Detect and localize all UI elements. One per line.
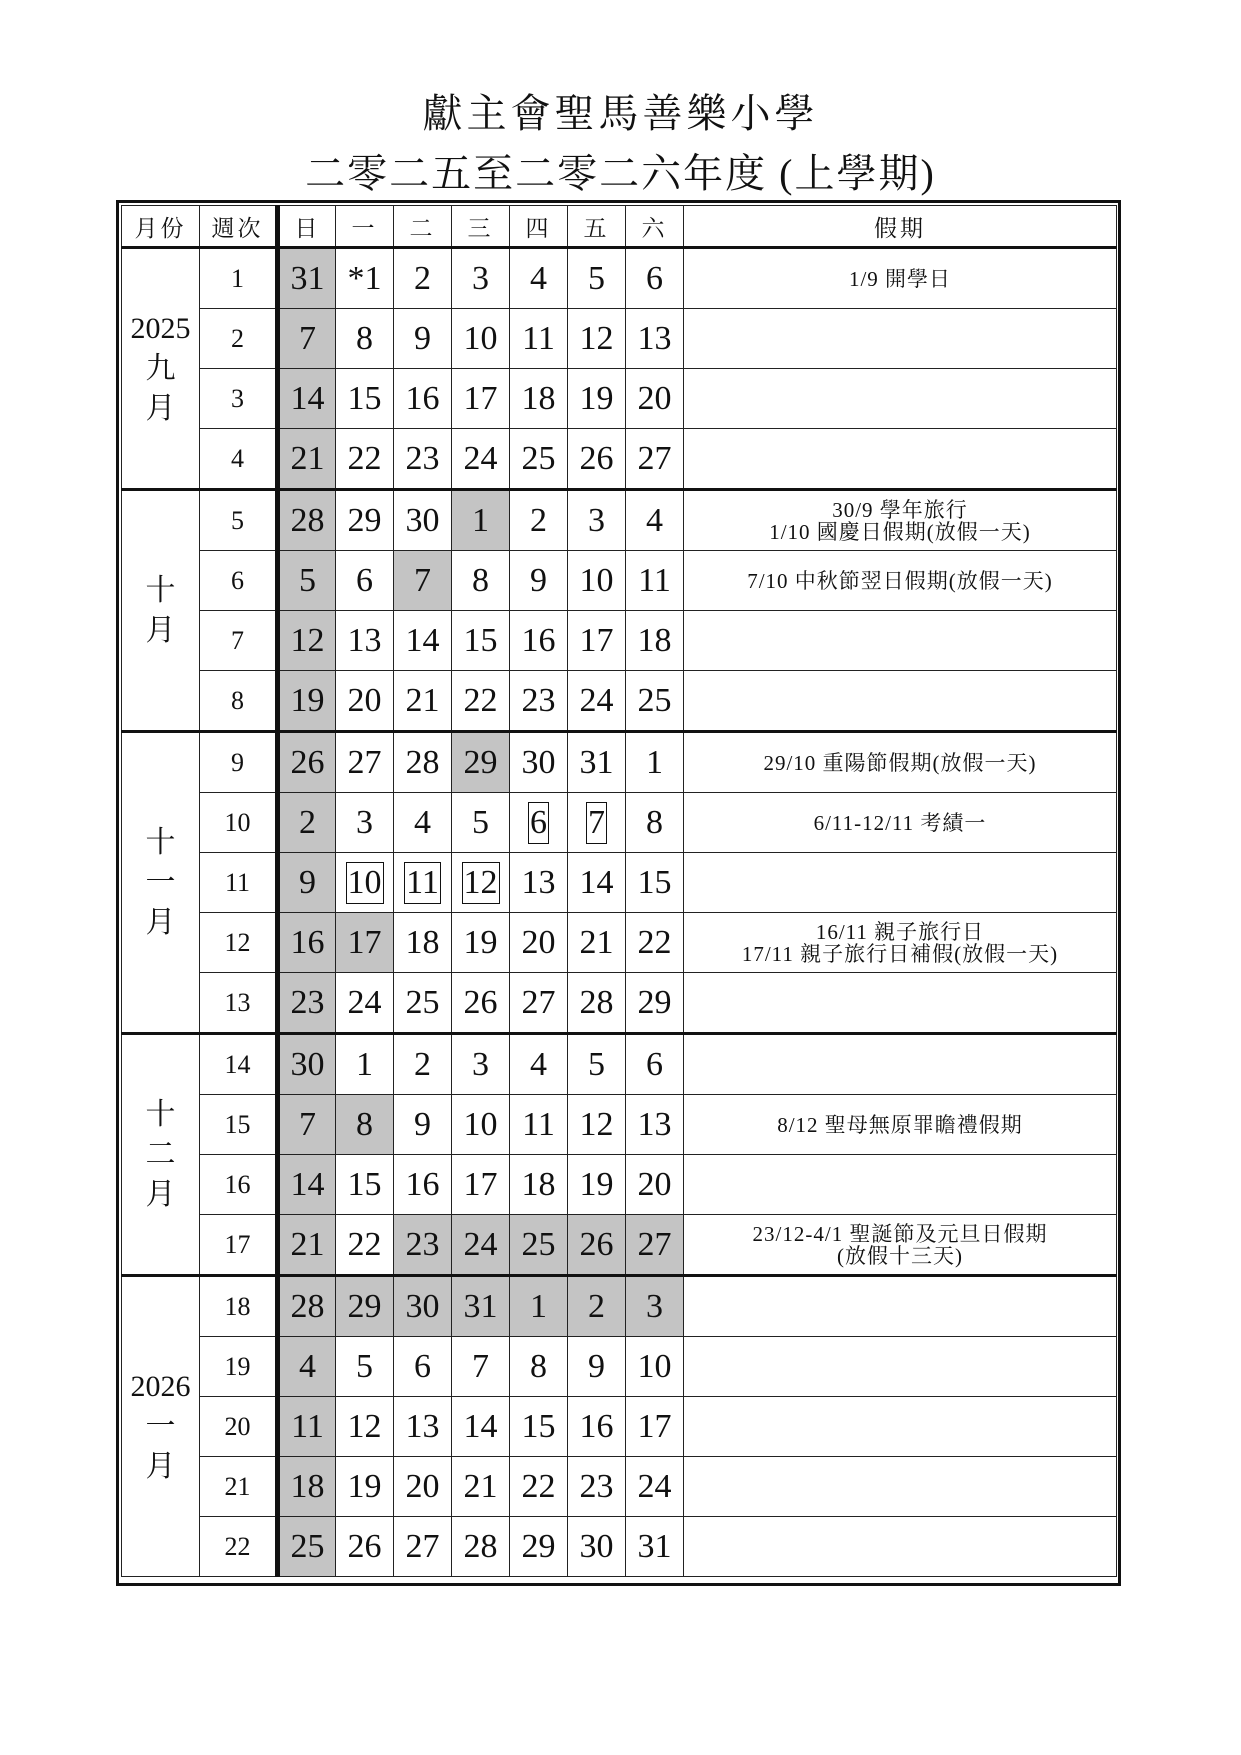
- exam-day-marker: 11: [404, 862, 441, 904]
- day-cell: 4: [510, 248, 568, 309]
- day-cell: 11: [510, 1095, 568, 1155]
- day-cell: 28: [278, 1276, 336, 1337]
- day-cell: 26: [336, 1517, 394, 1577]
- day-cell: 16: [568, 1397, 626, 1457]
- header-holiday: 假期: [684, 206, 1117, 248]
- day-cell: 6: [626, 1034, 684, 1095]
- holiday-note: [684, 1034, 1117, 1095]
- day-cell: 2: [394, 1034, 452, 1095]
- day-cell: 6: [336, 551, 394, 611]
- day-cell: 10: [452, 1095, 510, 1155]
- header-day-thu: 四: [510, 206, 568, 248]
- week-number: 18: [200, 1276, 278, 1337]
- holiday-note: [684, 973, 1117, 1034]
- day-cell: 27: [510, 973, 568, 1034]
- day-cell: 29: [626, 973, 684, 1034]
- holiday-note: [684, 248, 1117, 309]
- day-cell: 28: [452, 1517, 510, 1577]
- day-cell: 26: [568, 429, 626, 490]
- day-cell: 16: [278, 913, 336, 973]
- day-cell: 12: [336, 1397, 394, 1457]
- holiday-note-line: 6/11-12/11 考績一: [813, 810, 987, 835]
- day-cell: 13: [336, 611, 394, 671]
- day-cell: 1: [510, 1276, 568, 1337]
- week-row: [122, 1517, 1117, 1577]
- month-label-line: 月: [145, 613, 176, 647]
- holiday-note-line: 16/11 親子旅行日: [815, 919, 985, 944]
- day-cell: 27: [626, 1215, 684, 1276]
- day-cell: 3: [452, 1034, 510, 1095]
- day-cell: 20: [626, 369, 684, 429]
- day-cell: 5: [452, 793, 510, 853]
- month-label-line: 月: [145, 905, 176, 939]
- day-cell: 1: [452, 490, 510, 551]
- day-cell: 25: [626, 671, 684, 732]
- day-cell: 10: [626, 1337, 684, 1397]
- day-cell: 30: [568, 1517, 626, 1577]
- day-cell: 14: [278, 369, 336, 429]
- week-number: 3: [200, 369, 278, 429]
- day-cell: 20: [394, 1457, 452, 1517]
- day-cell: 23: [510, 671, 568, 732]
- header-month: 月份: [122, 206, 200, 248]
- month-label: [122, 248, 200, 490]
- day-cell: 1: [626, 732, 684, 793]
- week-row: [122, 732, 1117, 793]
- day-cell: 17: [452, 369, 510, 429]
- holiday-note: [684, 853, 1117, 913]
- header-day-wed: 三: [452, 206, 510, 248]
- month-label-line: 二: [145, 1137, 176, 1171]
- day-cell: 20: [336, 671, 394, 732]
- day-cell: 31: [568, 732, 626, 793]
- week-number: 16: [200, 1155, 278, 1215]
- month-label-line: 月: [145, 1449, 176, 1483]
- week-row: [122, 490, 1117, 551]
- day-cell: 30: [394, 490, 452, 551]
- month-label-line: 一: [145, 865, 176, 899]
- month-label: [122, 732, 200, 1034]
- day-cell: 24: [568, 671, 626, 732]
- header-day-sat: 六: [626, 206, 684, 248]
- day-cell: 30: [510, 732, 568, 793]
- day-cell: 5: [568, 1034, 626, 1095]
- day-cell: 8: [336, 1095, 394, 1155]
- day-cell: 15: [336, 1155, 394, 1215]
- week-row: [122, 1337, 1117, 1397]
- month-label-line: 月: [145, 1177, 176, 1211]
- day-cell: 18: [394, 913, 452, 973]
- week-number: 7: [200, 611, 278, 671]
- day-cell: 18: [626, 611, 684, 671]
- day-cell: 29: [510, 1517, 568, 1577]
- month-label: [122, 1034, 200, 1276]
- day-cell: 25: [278, 1517, 336, 1577]
- day-cell: 23: [568, 1457, 626, 1517]
- day-cell: 19: [568, 1155, 626, 1215]
- month-label-line: 十: [145, 825, 176, 859]
- month-label: [122, 490, 200, 732]
- day-cell: 13: [626, 1095, 684, 1155]
- week-row: [122, 369, 1117, 429]
- day-cell: 2: [278, 793, 336, 853]
- day-cell: 2: [510, 490, 568, 551]
- holiday-note-line: 23/12-4/1 聖誕節及元旦日假期: [752, 1221, 1048, 1246]
- day-cell: 26: [452, 973, 510, 1034]
- month-label-line: 十: [145, 1097, 176, 1131]
- school-name: 獻主會聖馬善樂小學: [422, 91, 819, 136]
- day-cell: 8: [452, 551, 510, 611]
- day-cell: 13: [394, 1397, 452, 1457]
- day-cell: 19: [568, 369, 626, 429]
- week-row: [122, 853, 1117, 913]
- holiday-note: [684, 1457, 1117, 1517]
- holiday-note: [684, 1276, 1117, 1337]
- week-row: [122, 913, 1117, 973]
- day-cell: 22: [510, 1457, 568, 1517]
- day-cell: 8: [626, 793, 684, 853]
- day-cell: 23: [278, 973, 336, 1034]
- day-cell: 23: [394, 1215, 452, 1276]
- day-cell: 16: [394, 1155, 452, 1215]
- day-cell: 17: [626, 1397, 684, 1457]
- week-number: 10: [200, 793, 278, 853]
- day-cell: 18: [510, 369, 568, 429]
- day-cell: [510, 793, 568, 853]
- month-label-line: 九: [145, 351, 176, 385]
- day-cell: [452, 853, 510, 913]
- day-cell: 30: [278, 1034, 336, 1095]
- week-row: [122, 671, 1117, 732]
- day-cell: 31: [626, 1517, 684, 1577]
- holiday-note: [684, 429, 1117, 490]
- day-cell: 2: [394, 248, 452, 309]
- holiday-note: [684, 1155, 1117, 1215]
- day-cell: 17: [452, 1155, 510, 1215]
- school-calendar-table: [121, 205, 1117, 1577]
- week-number: 14: [200, 1034, 278, 1095]
- day-cell: 7: [278, 1095, 336, 1155]
- week-number: 15: [200, 1095, 278, 1155]
- week-row: [122, 248, 1117, 309]
- week-number: 1: [200, 248, 278, 309]
- day-cell: 14: [568, 853, 626, 913]
- day-cell: 13: [626, 309, 684, 369]
- day-cell: 6: [394, 1337, 452, 1397]
- day-cell: 27: [626, 429, 684, 490]
- day-cell: 26: [278, 732, 336, 793]
- day-cell: 7: [452, 1337, 510, 1397]
- week-row: [122, 309, 1117, 369]
- day-cell: 25: [394, 973, 452, 1034]
- holiday-note: [684, 369, 1117, 429]
- exam-day-marker: 6: [528, 802, 549, 844]
- day-cell: 22: [626, 913, 684, 973]
- day-cell: 3: [568, 490, 626, 551]
- exam-day-marker: 7: [586, 802, 607, 844]
- day-cell: 22: [336, 1215, 394, 1276]
- day-cell: 4: [394, 793, 452, 853]
- day-cell: 12: [278, 611, 336, 671]
- day-cell: 5: [336, 1337, 394, 1397]
- day-cell: 20: [510, 913, 568, 973]
- calendar-title: 二零二五至二零二六年度 (上學期): [305, 151, 936, 196]
- day-cell: 4: [510, 1034, 568, 1095]
- day-cell: 11: [278, 1397, 336, 1457]
- holiday-note: [684, 671, 1117, 732]
- day-cell: 29: [336, 490, 394, 551]
- week-number: 13: [200, 973, 278, 1034]
- day-cell: 9: [278, 853, 336, 913]
- day-cell: 14: [394, 611, 452, 671]
- day-cell: 24: [452, 1215, 510, 1276]
- day-cell: 17: [336, 913, 394, 973]
- week-row: [122, 1215, 1117, 1276]
- week-number: 2: [200, 309, 278, 369]
- month-label-line: 2025: [130, 311, 191, 345]
- week-row: [122, 429, 1117, 490]
- day-cell: 22: [336, 429, 394, 490]
- week-row: [122, 1457, 1117, 1517]
- day-cell: 3: [452, 248, 510, 309]
- holiday-note-line: 7/10 中秋節翌日假期(放假一天): [747, 568, 1053, 593]
- week-number: 12: [200, 913, 278, 973]
- day-cell: 16: [510, 611, 568, 671]
- holiday-note: [684, 611, 1117, 671]
- week-number: 22: [200, 1517, 278, 1577]
- day-cell: 10: [452, 309, 510, 369]
- day-cell: 9: [394, 309, 452, 369]
- holiday-note: [684, 1337, 1117, 1397]
- day-cell: 28: [278, 490, 336, 551]
- day-cell: 12: [568, 309, 626, 369]
- month-label-line: 一: [145, 1409, 176, 1443]
- holiday-note: [684, 1397, 1117, 1457]
- day-cell: 4: [626, 490, 684, 551]
- month-label-line: 2026: [130, 1369, 191, 1403]
- week-number: 8: [200, 671, 278, 732]
- day-cell: 1: [336, 1034, 394, 1095]
- day-cell: 15: [626, 853, 684, 913]
- day-cell: 21: [568, 913, 626, 973]
- week-number: 4: [200, 429, 278, 490]
- day-cell: 16: [394, 369, 452, 429]
- month-label-line: 月: [145, 391, 176, 425]
- week-row: [122, 1095, 1117, 1155]
- day-cell: 18: [278, 1457, 336, 1517]
- holiday-note: [684, 793, 1117, 853]
- week-row: [122, 1276, 1117, 1337]
- day-cell: 22: [452, 671, 510, 732]
- day-cell: 11: [626, 551, 684, 611]
- header-day-tue: 二: [394, 206, 452, 248]
- holiday-note: [684, 1517, 1117, 1577]
- day-cell: 30: [394, 1276, 452, 1337]
- day-cell: 9: [394, 1095, 452, 1155]
- exam-day-marker: 12: [462, 862, 500, 904]
- day-cell: 14: [278, 1155, 336, 1215]
- calendar-body: [122, 248, 1117, 1577]
- week-number: 19: [200, 1337, 278, 1397]
- week-number: 20: [200, 1397, 278, 1457]
- day-cell: 15: [452, 611, 510, 671]
- day-cell: 27: [394, 1517, 452, 1577]
- header-day-mon: 一: [336, 206, 394, 248]
- day-cell: 28: [394, 732, 452, 793]
- month-label: [122, 1276, 200, 1577]
- day-cell: 24: [336, 973, 394, 1034]
- day-cell: 20: [626, 1155, 684, 1215]
- holiday-note-line: 1/9 開學日: [848, 266, 952, 291]
- week-row: [122, 1397, 1117, 1457]
- holiday-note: [684, 309, 1117, 369]
- exam-day-marker: 10: [346, 862, 384, 904]
- day-cell: 19: [452, 913, 510, 973]
- holiday-note-line: 30/9 學年旅行: [832, 497, 968, 522]
- day-cell: [336, 853, 394, 913]
- week-number: 5: [200, 490, 278, 551]
- holiday-note-line: 1/10 國慶日假期(放假一天): [769, 519, 1031, 544]
- week-row: [122, 1034, 1117, 1095]
- holiday-note: [684, 490, 1117, 551]
- day-cell: 9: [510, 551, 568, 611]
- holiday-note: [684, 1095, 1117, 1155]
- day-cell: 15: [510, 1397, 568, 1457]
- day-cell: 23: [394, 429, 452, 490]
- day-cell: [394, 853, 452, 913]
- day-cell: 7: [278, 309, 336, 369]
- day-cell: 13: [510, 853, 568, 913]
- day-cell: 29: [336, 1276, 394, 1337]
- day-cell: 4: [278, 1337, 336, 1397]
- day-cell: 15: [336, 369, 394, 429]
- day-cell: 24: [452, 429, 510, 490]
- header-row: [122, 206, 1117, 248]
- week-row: [122, 793, 1117, 853]
- holiday-note-line: 8/12 聖母無原罪瞻禮假期: [777, 1112, 1023, 1137]
- day-cell: 3: [336, 793, 394, 853]
- day-cell: 3: [626, 1276, 684, 1337]
- day-cell: 31: [452, 1276, 510, 1337]
- holiday-note-line: 17/11 親子旅行日補假(放假一天): [741, 941, 1059, 966]
- week-row: [122, 551, 1117, 611]
- day-cell: [568, 793, 626, 853]
- holiday-note-line: (放假十三天): [837, 1243, 963, 1268]
- day-cell: 17: [568, 611, 626, 671]
- holiday-note: [684, 913, 1117, 973]
- day-cell: 5: [568, 248, 626, 309]
- day-cell: 21: [278, 1215, 336, 1276]
- day-cell: 9: [568, 1337, 626, 1397]
- day-cell: 25: [510, 429, 568, 490]
- day-cell: 27: [336, 732, 394, 793]
- day-cell: 12: [568, 1095, 626, 1155]
- day-cell: 19: [336, 1457, 394, 1517]
- day-cell: 8: [510, 1337, 568, 1397]
- holiday-note: [684, 732, 1117, 793]
- holiday-note-line: 29/10 重陽節假期(放假一天): [763, 750, 1037, 775]
- day-cell: 29: [452, 732, 510, 793]
- week-number: 11: [200, 853, 278, 913]
- day-cell: 11: [510, 309, 568, 369]
- day-cell: 8: [336, 309, 394, 369]
- day-cell: 6: [626, 248, 684, 309]
- day-cell: 21: [452, 1457, 510, 1517]
- header-day-fri: 五: [568, 206, 626, 248]
- week-row: [122, 611, 1117, 671]
- holiday-note: [684, 551, 1117, 611]
- day-cell: 28: [568, 973, 626, 1034]
- week-number: 17: [200, 1215, 278, 1276]
- day-cell: 25: [510, 1215, 568, 1276]
- week-number: 9: [200, 732, 278, 793]
- day-cell: 14: [452, 1397, 510, 1457]
- header-day-sun: 日: [278, 206, 336, 248]
- day-cell: 7: [394, 551, 452, 611]
- day-cell: 2: [568, 1276, 626, 1337]
- week-number: 6: [200, 551, 278, 611]
- day-cell: 24: [626, 1457, 684, 1517]
- day-cell: 21: [278, 429, 336, 490]
- header-week: 週次: [200, 206, 278, 248]
- day-cell: 19: [278, 671, 336, 732]
- week-row: [122, 1155, 1117, 1215]
- day-cell: 10: [568, 551, 626, 611]
- week-number: 21: [200, 1457, 278, 1517]
- day-cell: 26: [568, 1215, 626, 1276]
- day-cell: *1: [336, 248, 394, 309]
- day-cell: 18: [510, 1155, 568, 1215]
- day-cell: 31: [278, 248, 336, 309]
- week-row: [122, 973, 1117, 1034]
- holiday-note: [684, 1215, 1117, 1276]
- month-label-line: 十: [145, 573, 176, 607]
- day-cell: 5: [278, 551, 336, 611]
- day-cell: 21: [394, 671, 452, 732]
